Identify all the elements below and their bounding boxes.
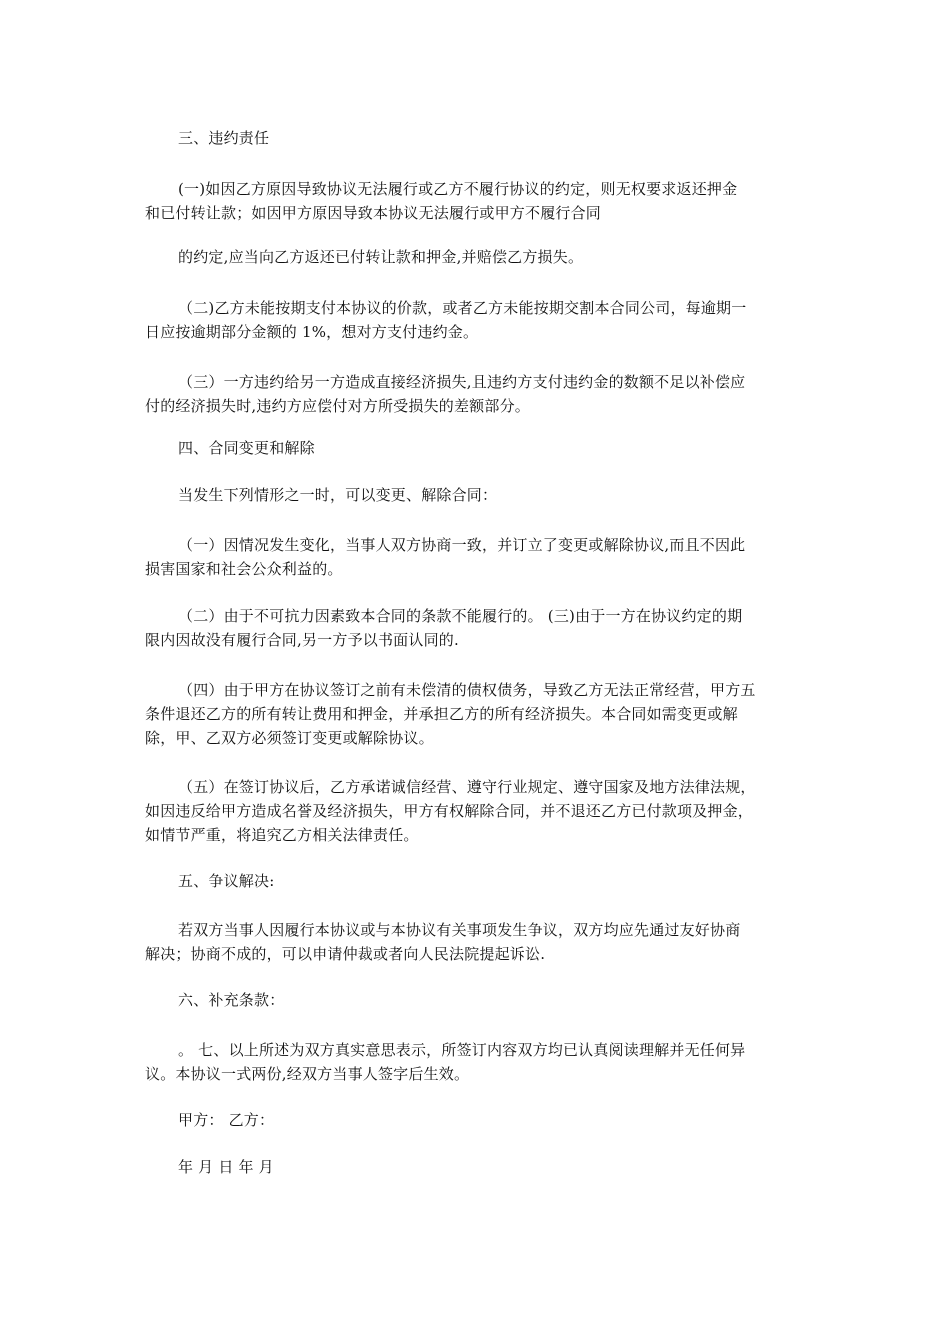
clause-4-5-line: 如情节严重，将追究乙方相关法律责任。 (145, 826, 419, 844)
clause-7-line: 。 七、以上所述为双方真实意思表示，所签订内容双方均已认真阅读理解并无任何异 (178, 1041, 746, 1059)
clause-3-3-line: （三）一方违约给另一方造成直接经济损失,且违约方支付违约金的数额不足以补偿应 (178, 373, 746, 391)
clause-4-4-line: （四）由于甲方在协议签订之前有未偿清的债权债务，导致乙方无法正常经营，甲方五 (178, 681, 756, 699)
clause-5-line: 解决；协商不成的，可以申请仲裁或者向人民法院提起诉讼. (145, 945, 546, 963)
clause-3-1-line: 和已付转让款；如因甲方原因导致本协议无法履行或甲方不履行合同 (145, 204, 602, 222)
date-line: 年 月 日 年 月 (178, 1158, 274, 1176)
clause-4-4-line: 条件退还乙方的所有转让费用和押金，并承担乙方的所有经济损失。本合同如需变更或解 (145, 705, 738, 723)
clause-3-2-line: 日应按逾期部分金额的 1%，想对方支付违约金。 (145, 323, 479, 341)
section-heading-change: 四、合同变更和解除 (178, 439, 315, 457)
clause-5-line: 若双方当事人因履行本协议或与本协议有关事项发生争议，双方均应先通过友好协商 (178, 921, 741, 939)
clause-3-3-line: 付的经济损失时,违约方应偿付对方所受损失的差额部分。 (145, 397, 530, 415)
section-heading-breach: 三、违约责任 (178, 129, 270, 147)
clause-4-4-line: 除，甲、乙双方必须签订变更或解除协议。 (145, 729, 434, 747)
clause-4-1-line: （一）因情况发生变化，当事人双方协商一致，并订立了变更或解除协议,而且不因此 (178, 536, 746, 554)
clause-4-2-line: 限内因故没有履行合同,另一方予以书面认同的. (145, 631, 459, 649)
clause-3-1-line: (一)如因乙方原因导致协议无法履行或乙方不履行协议的约定，则无权要求返还押金 (178, 180, 738, 198)
clause-7-line: 议。本协议一式两份,经双方当事人签字后生效。 (145, 1065, 470, 1083)
clause-4-5-line: 如因违反给甲方造成名誉及经济损失，甲方有权解除合同，并不退还乙方已付款项及押金， (145, 802, 754, 820)
clause-4-1-line: 损害国家和社会公众利益的。 (145, 560, 343, 578)
section-heading-dispute: 五、争议解决: (178, 872, 275, 890)
signature-line: 甲方： 乙方： (178, 1111, 275, 1129)
clause-4-5-line: （五）在签订协议后，乙方承诺诚信经营、遵守行业规定、遵守国家及地方法律法规， (178, 778, 756, 796)
section-heading-supplement: 六、补充条款： (178, 991, 285, 1009)
clause-3-1-line: 的约定,应当向乙方返还已付转让款和押金,并赔偿乙方损失。 (178, 248, 584, 266)
clause-4-2-line: （二）由于不可抗力因素致本合同的条款不能履行的。 (三)由于一方在协议约定的期 (178, 607, 743, 625)
clause-4-intro: 当发生下列情形之一时，可以变更、解除合同： (178, 486, 498, 504)
clause-3-2-line: （二)乙方未能按期支付本协议的价款，或者乙方未能按期交割本合同公司，每逾期一 (178, 299, 747, 317)
